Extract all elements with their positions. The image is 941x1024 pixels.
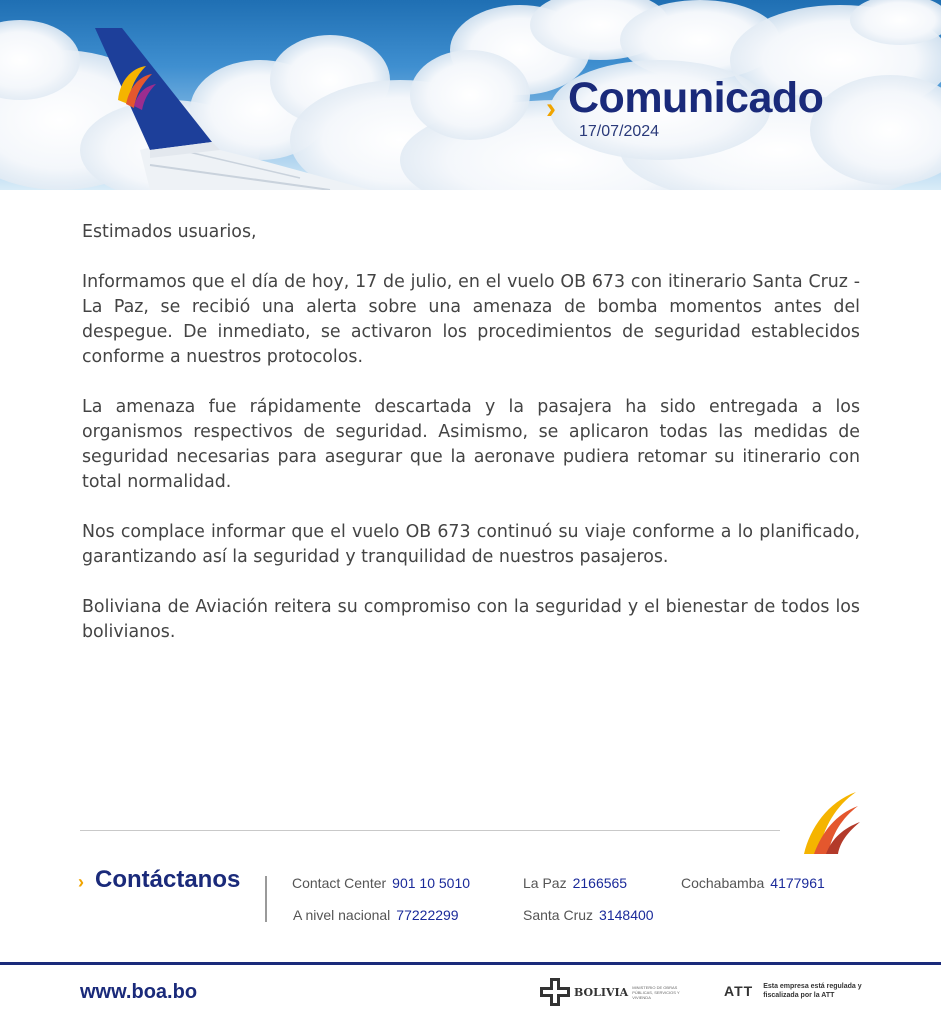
contact-label: Santa Cruz xyxy=(523,907,594,923)
att-regulator-logo xyxy=(724,982,863,1000)
contact-label: A nivel nacional xyxy=(293,907,391,923)
communique-body xyxy=(82,220,860,670)
contact-item-santa-cruz xyxy=(523,907,654,923)
contact-item-contact-center xyxy=(292,875,470,891)
contact-label: La Paz xyxy=(523,875,567,891)
government-name: BOLIVIA xyxy=(574,985,629,999)
contact-number: 4177961 xyxy=(770,875,825,891)
att-mark: ATT xyxy=(724,983,754,999)
brand-swoosh-icon xyxy=(800,788,862,858)
paragraph: La amenaza fue rápidamente descartada y la pasajera ha sido entregada a los organismos respectivos de seguridad. Asimismo, se aplicaron todas las medidas de seguridad necesarias para asegurar que la aeronave pudiera retomar su itinerario con total normalidad. xyxy=(82,397,860,492)
contact-heading: Contáctanos xyxy=(95,866,241,893)
chevron-right-icon: › xyxy=(546,92,556,125)
contact-number: 901 10 5010 xyxy=(392,875,471,891)
att-regulation-notice: Esta empresa está regulada y fiscalizada por la ATT xyxy=(763,983,862,999)
contact-number: 77222299 xyxy=(396,907,459,923)
page-title: Comunicado xyxy=(568,74,824,122)
publication-date: 17/07/2024 xyxy=(579,123,660,140)
paragraph: Boliviana de Aviación reitera su compromiso con la seguridad y el bienestar de todos los bolivianos. xyxy=(82,597,860,642)
government-seal-icon xyxy=(540,978,570,1006)
footer-divider xyxy=(0,962,941,965)
contact-number: 3148400 xyxy=(599,907,654,923)
contact-label: Contact Center xyxy=(292,875,387,891)
greeting: Estimados usuarios, xyxy=(82,222,257,242)
contact-item-la-paz xyxy=(523,875,627,891)
chevron-right-icon: › xyxy=(78,872,84,892)
website-link[interactable]: www.boa.bo xyxy=(80,981,198,1003)
paragraph: Informamos que el día de hoy, 17 de julio, en el vuelo OB 673 con itinerario Santa Cruz - La Paz, se recibió una alerta sobre una amenaza de bomba momentos antes del despegue. De inmediato, se activaron los procedimientos de seguridad establecidos conforme a nuestros protocolos. xyxy=(82,272,860,367)
contact-item-cochabamba xyxy=(681,875,825,891)
divider xyxy=(80,830,780,831)
paragraph: Nos complace informar que el vuelo OB 673 continuó su viaje conforme a lo planificado, garantizando así la seguridad y tranquilidad de nuestros pasajeros. xyxy=(82,522,860,567)
contact-number: 2166565 xyxy=(572,875,628,891)
bolivia-government-logo xyxy=(540,978,690,1006)
contact-label: Cochabamba xyxy=(681,875,765,891)
ministry-name: MINISTERIO DE OBRAS PÚBLICAS, SERVICIOS Y VIVIENDA xyxy=(632,984,680,1000)
contact-item-national xyxy=(293,907,459,923)
header-banner xyxy=(0,0,941,190)
vertical-divider xyxy=(265,876,267,922)
